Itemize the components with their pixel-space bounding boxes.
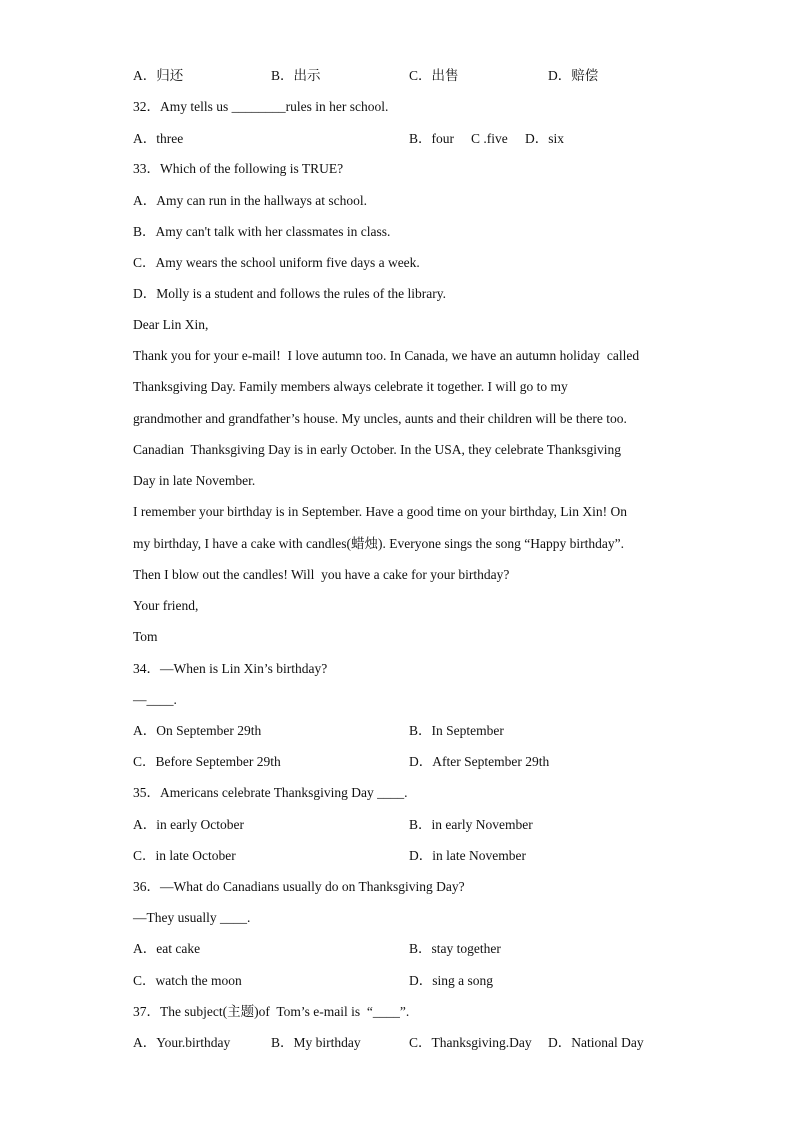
q33-option-a: A．Amy can run in the hallways at school.: [133, 193, 367, 208]
q36-option-a: A．eat cake: [133, 941, 201, 956]
letter-line: my birthday, I have a cake with candles(蜡烛). Everyone sings the song “Happy birthday”.: [133, 536, 624, 551]
q35-option-b: B．in early November: [409, 817, 533, 832]
q32-option-b: B．four: [409, 131, 454, 146]
q32-option-c: C .five: [471, 131, 508, 146]
q34-answer-line: —____.: [133, 692, 177, 707]
q33-option-d: D．Molly is a student and follows the rules of the library.: [133, 286, 446, 301]
letter-line: grandmother and grandfather’s house. My uncles, aunts and their children will be there too.: [133, 411, 627, 426]
q33-option-b: B．Amy can't talk with her classmates in class.: [133, 224, 391, 239]
q37-option-d: D．National Day: [548, 1035, 644, 1050]
q34-option-b: B．In September: [409, 723, 504, 738]
q31-option-c: C．出售: [409, 68, 459, 83]
q36-answer-line: —They usually ____.: [133, 910, 251, 925]
q35-stem: 35．Americans celebrate Thanksgiving Day ____.: [133, 785, 408, 800]
letter-line: Then I blow out the candles! Will you have a cake for your birthday?: [133, 567, 510, 582]
letter-closing: Your friend,: [133, 598, 199, 613]
letter-line: I remember your birthday is in September. Have a good time on your birthday, Lin Xin! On: [133, 504, 628, 519]
q32-option-a: A．three: [133, 131, 184, 146]
q31-option-d: D．赔偿: [548, 68, 599, 83]
q32-option-d: D．six: [525, 131, 565, 146]
q31-option-a: A．归还: [133, 68, 184, 83]
letter-line: Thanksgiving Day. Family members always celebrate it together. I will go to my: [133, 379, 568, 394]
q37-stem: 37．The subject(主题)of Tom’s e-mail is “____”.: [133, 1004, 410, 1019]
q31-option-b: B．出示: [271, 68, 321, 83]
q34-option-c: C．Before September 29th: [133, 754, 281, 769]
q36-option-c: C．watch the moon: [133, 973, 242, 988]
q34-option-a: A．On September 29th: [133, 723, 262, 738]
q35-option-c: C．in late October: [133, 848, 236, 863]
letter-signature: Tom: [133, 629, 158, 644]
q35-option-d: D．in late November: [409, 848, 526, 863]
q37-option-a: A．Your.birthday: [133, 1035, 231, 1050]
q33-stem: 33．Which of the following is TRUE?: [133, 161, 344, 176]
q36-option-d: D．sing a song: [409, 973, 493, 988]
letter-greeting: Dear Lin Xin,: [133, 317, 209, 332]
q33-option-c: C．Amy wears the school uniform five days a week.: [133, 255, 420, 270]
q37-option-c: C．Thanksgiving.Day: [409, 1035, 532, 1050]
letter-line: Canadian Thanksgiving Day is in early October. In the USA, they celebrate Thanksgiving: [133, 442, 622, 457]
letter-line: Thank you for your e-mail! I love autumn too. In Canada, we have an autumn holiday called: [133, 348, 640, 363]
q37-option-b: B．My birthday: [271, 1035, 361, 1050]
q36-stem: 36．—What do Canadians usually do on Thanksgiving Day?: [133, 879, 465, 894]
q34-stem: 34．—When is Lin Xin’s birthday?: [133, 661, 328, 676]
q32-stem: 32．Amy tells us ________rules in her school.: [133, 99, 389, 114]
q34-option-d: D．After September 29th: [409, 754, 550, 769]
q35-option-a: A．in early October: [133, 817, 244, 832]
letter-line: Day in late November.: [133, 473, 256, 488]
q36-option-b: B．stay together: [409, 941, 501, 956]
